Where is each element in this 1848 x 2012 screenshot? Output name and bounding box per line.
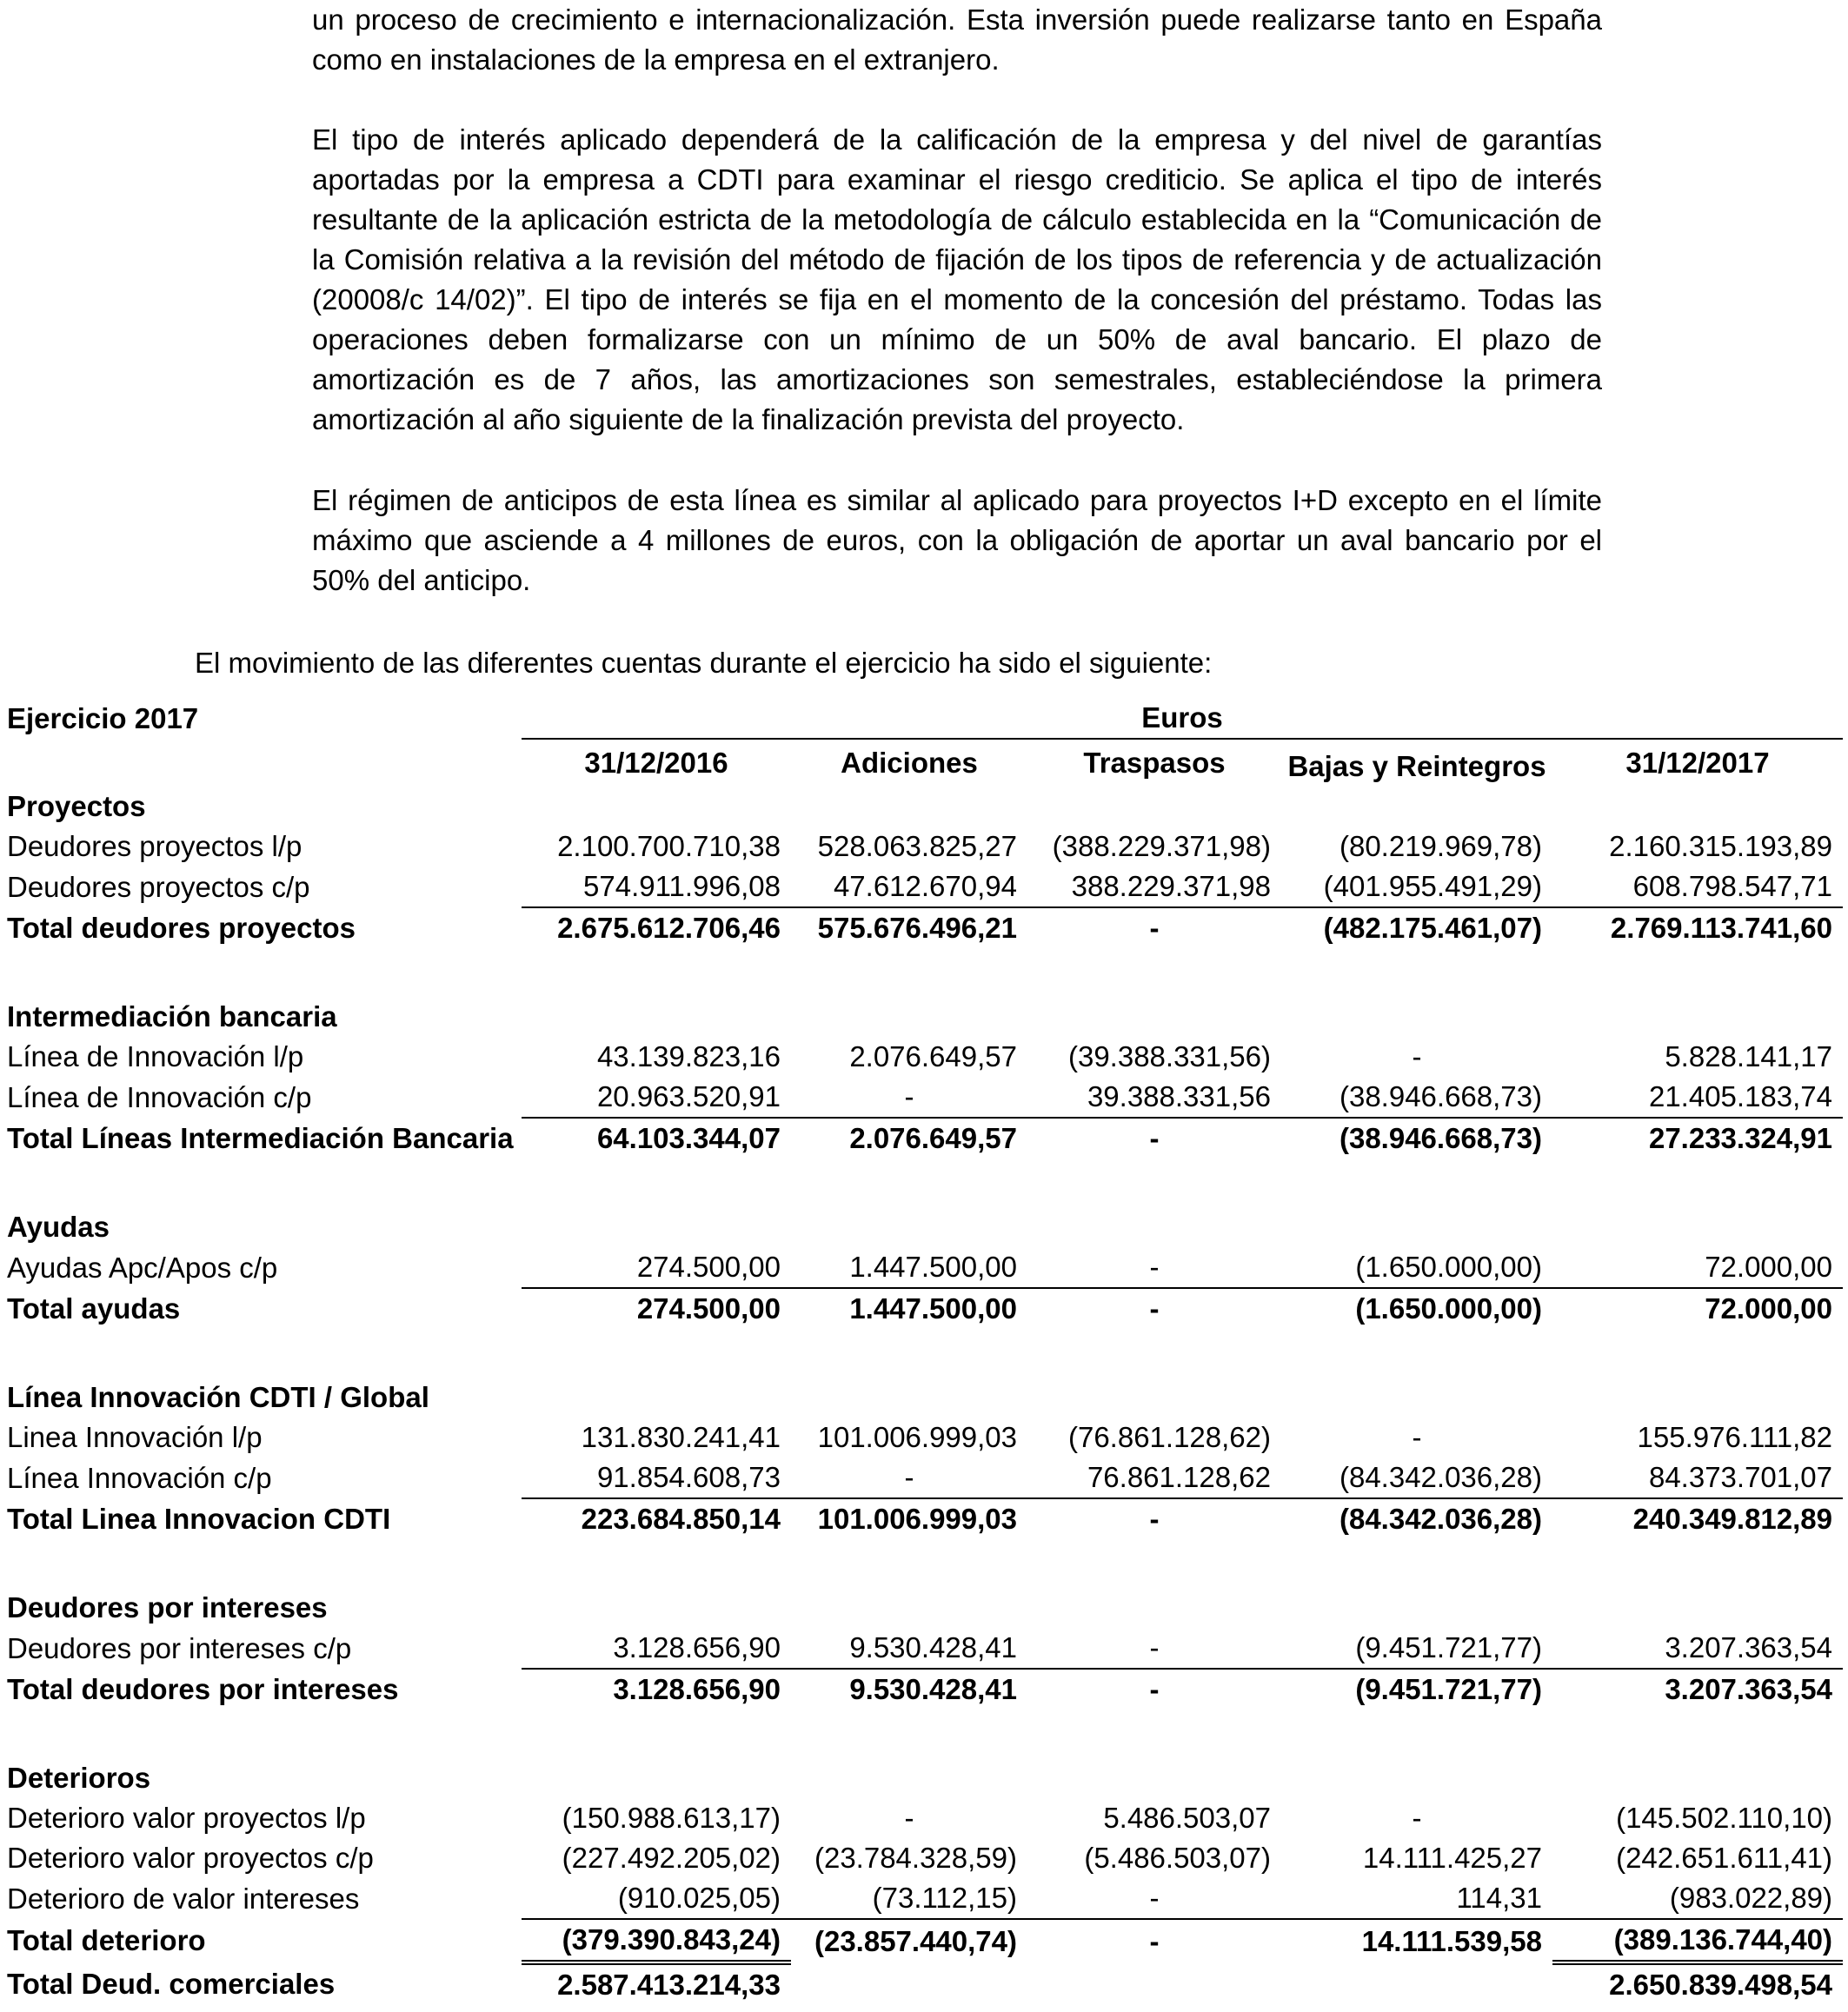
- table-row: [7, 1628, 1843, 1669]
- table-row-value: (84.342.036,28): [1281, 1458, 1552, 1498]
- grand-total-row-value: [1027, 1962, 1281, 2005]
- column-header: Traspasos: [1083, 747, 1226, 779]
- section-title-row: [7, 1588, 1843, 1628]
- table-row-value: 155.976.111,82: [1637, 1421, 1833, 1453]
- section-title: Ayudas: [7, 1211, 110, 1243]
- section-title: Proyectos: [7, 790, 146, 822]
- spacer-row: [7, 1710, 1843, 1758]
- table-row-value: -: [1027, 1628, 1281, 1669]
- table-row-value: (80.219.969,78): [1339, 830, 1542, 862]
- column-header: 31/12/2016: [584, 747, 728, 779]
- table-row-value: (9.451.721,77): [1281, 1628, 1552, 1669]
- table-row-value: 3.207.363,54: [1552, 1628, 1843, 1669]
- total-row-value: 223.684.850,14: [581, 1503, 781, 1535]
- table-row-label: Línea de Innovación c/p: [7, 1080, 312, 1113]
- table-row-value: 608.798.547,71: [1552, 867, 1843, 907]
- total-row-value: 14.111.539,58: [1361, 1924, 1542, 1957]
- column-header: 31/12/2017: [1625, 747, 1770, 779]
- table-row: [7, 1077, 1843, 1118]
- table-row-value: 388.229.371,98: [1027, 867, 1281, 907]
- total-row-value: 1.447.500,00: [849, 1292, 1017, 1325]
- spacer-row: [7, 948, 1843, 997]
- total-row-value: 2.675.612.706,46: [557, 912, 781, 944]
- year-label: Ejercicio 2017: [7, 701, 199, 734]
- table-row-value: -: [791, 1077, 1027, 1118]
- table-row-value: -: [1412, 1802, 1422, 1834]
- table-row-value: 101.006.999,03: [817, 1421, 1017, 1453]
- total-row-value: 9.530.428,41: [849, 1673, 1017, 1705]
- total-row-value: -: [1149, 1924, 1160, 1957]
- table-row: [7, 1878, 1843, 1919]
- table-row-value: 43.139.823,16: [596, 1040, 781, 1072]
- table-row-value: 47.612.670,94: [791, 867, 1027, 907]
- total-row-value: 2.769.113.741,60: [1610, 912, 1833, 944]
- total-row-value: 3.128.656,90: [613, 1673, 781, 1705]
- table-row-value: (23.784.328,59): [814, 1842, 1017, 1874]
- total-row-value: -: [1149, 1673, 1160, 1705]
- total-row-value: 64.103.344,07: [596, 1122, 781, 1154]
- total-row-value: -: [1149, 1503, 1160, 1535]
- table-row-value: (1.650.000,00): [1281, 1247, 1552, 1288]
- table-row: [7, 1247, 1843, 1288]
- total-row-label: Total deterioro: [7, 1924, 206, 1956]
- table-header-row: [7, 698, 1843, 739]
- table-row: [7, 1838, 1843, 1878]
- table-row-label: Linea Innovación l/p: [7, 1421, 263, 1453]
- total-row-value: -: [1149, 1292, 1160, 1325]
- table-row-value: -: [1027, 1247, 1281, 1288]
- total-row-value: (482.175.461,07): [1323, 912, 1542, 944]
- paragraph-anticipos: El régimen de anticipos de esta línea es similar al aplicado para proyectos I+D excepto en el límite máximo que asciende a 4 millones de euros, con la obligación de aportar un aval bancario por el 50% del anticipo.: [312, 484, 1602, 596]
- table-row-value: 14.111.425,27: [1362, 1842, 1542, 1874]
- table-intro-text: El movimiento de las diferentes cuentas durante el ejercicio ha sido el siguiente:: [195, 647, 1213, 679]
- total-row-value: (23.857.440,74): [814, 1924, 1017, 1957]
- section-title-row: [7, 1378, 1843, 1418]
- grand-total-row-value: [791, 1962, 1027, 2005]
- table-row-value: (150.988.613,17): [562, 1802, 781, 1834]
- section-title: Línea Innovación CDTI / Global: [7, 1381, 429, 1413]
- table-row-label: Deudores por intereses c/p: [7, 1631, 352, 1664]
- table-row: [7, 827, 1843, 867]
- table-row-value: (983.022,89): [1552, 1878, 1843, 1919]
- total-row-label: Total Linea Innovacion CDTI: [7, 1502, 391, 1535]
- table-row-value: (388.229.371,98): [1052, 830, 1271, 862]
- total-row: [7, 1288, 1843, 1329]
- table-row-value: 84.373.701,07: [1552, 1458, 1843, 1498]
- total-row-value: 240.349.812,89: [1632, 1503, 1833, 1535]
- column-header-row: [7, 739, 1843, 787]
- paragraph-internacionalizacion: un proceso de crecimiento e internacionalización. Esta inversión puede realizarse tanto en España como en instalaciones de la empresa en el extranjero.: [312, 3, 1602, 76]
- table-row-value: 3.128.656,90: [522, 1628, 791, 1669]
- total-row-value: 72.000,00: [1705, 1292, 1833, 1325]
- table-row-value: 72.000,00: [1552, 1247, 1843, 1288]
- table-row-value: (145.502.110,10): [1616, 1802, 1833, 1834]
- table-row-label: Deterioro de valor intereses: [7, 1882, 360, 1915]
- grand-total-row-label: Total Deud. comerciales: [7, 1967, 336, 2000]
- table-row-value: (5.486.503,07): [1084, 1842, 1271, 1874]
- total-row-value: -: [1149, 912, 1160, 944]
- table-row-value: -: [1412, 1421, 1422, 1453]
- total-row: [7, 907, 1843, 948]
- table-row-value: -: [791, 1458, 1027, 1498]
- table-row-label: Línea Innovación c/p: [7, 1461, 272, 1494]
- total-row-value: (1.650.000,00): [1355, 1292, 1542, 1325]
- table-row-value: (76.861.128,62): [1067, 1421, 1271, 1453]
- table-row-value: -: [1412, 1040, 1422, 1072]
- table-row: [7, 1037, 1843, 1077]
- total-row: [7, 1498, 1843, 1539]
- table-row-label: Ayudas Apc/Apos c/p: [7, 1251, 278, 1284]
- table-row: [7, 1798, 1843, 1838]
- paragraph-tipo-interes: El tipo de interés aplicado dependerá de la calificación de la empresa y del nivel de garantías aportadas por la empresa a CDTI para examinar el riesgo crediticio. Se aplica el tipo de interés resultante de la aplicación estricta de la metodología de cálculo establecida en la “Comunicación de la Comisión relativa a la revisión del método de fijación de los tipos de referencia y de actualización (20008/c 14/02)”. El tipo de interés se fija en el momento de la concesión del préstamo. Todas las operaciones deben formalizarse con un mínimo de un 50% de aval bancario. El plazo de amortización es de 7 años, las amortizaciones son semestrales, estableciéndose la primera amortización al año siguiente de la finalización prevista del proyecto.: [312, 123, 1602, 435]
- total-row-value: -: [1149, 1122, 1160, 1154]
- section-title-row: [7, 1758, 1843, 1798]
- total-row-value: 274.500,00: [636, 1292, 781, 1325]
- section-title-row: [7, 997, 1843, 1037]
- table-row-value: (401.955.491,29): [1281, 867, 1552, 907]
- table-row-value: 2.100.700.710,38: [557, 830, 781, 862]
- total-row-label: Total Líneas Intermediación Bancaria: [7, 1121, 514, 1154]
- table-row-label: Deudores proyectos l/p: [7, 830, 302, 862]
- total-row-value: 2.076.649,57: [849, 1122, 1017, 1154]
- section-title: Deudores por intereses: [7, 1591, 328, 1624]
- section-title: Intermediación bancaria: [7, 1000, 337, 1033]
- total-row-value: (389.136.744,40): [1613, 1923, 1833, 1956]
- total-row-value: (84.342.036,28): [1339, 1503, 1542, 1535]
- column-header: Adiciones: [841, 747, 978, 779]
- total-row-value: 101.006.999,03: [817, 1503, 1017, 1535]
- table-row-value: 5.486.503,07: [1103, 1802, 1271, 1834]
- table-row: [7, 1458, 1843, 1498]
- table-row-value: 528.063.825,27: [817, 830, 1017, 862]
- total-row-value: 3.207.363,54: [1665, 1673, 1833, 1705]
- grand-total-row: [7, 1962, 1843, 2005]
- table-row-label: Deterioro valor proyectos c/p: [7, 1842, 374, 1874]
- table-row-value: 76.861.128,62: [1027, 1458, 1281, 1498]
- total-row-value: (9.451.721,77): [1355, 1673, 1542, 1705]
- total-row-label: Total deudores proyectos: [7, 911, 356, 944]
- table-row-value: 21.405.183,74: [1552, 1077, 1843, 1118]
- spacer-row: [7, 1539, 1843, 1588]
- table-row-value: 39.388.331,56: [1027, 1077, 1281, 1118]
- table-row-value: 9.530.428,41: [791, 1628, 1027, 1669]
- table-row: [7, 867, 1843, 907]
- table-row-label: Deterioro valor proyectos l/p: [7, 1802, 366, 1834]
- table-row-value: (242.651.611,41): [1616, 1842, 1833, 1874]
- table-row-value: 2.076.649,57: [849, 1040, 1017, 1072]
- table-row-value: (910.025,05): [522, 1878, 791, 1919]
- table-row-value: 114,31: [1281, 1878, 1552, 1919]
- table-row-value: 5.828.141,17: [1665, 1040, 1833, 1072]
- table-row-value: (39.388.331,56): [1067, 1040, 1271, 1072]
- table-row: [7, 1418, 1843, 1458]
- total-row-value: 575.676.496,21: [817, 912, 1017, 944]
- total-row: [7, 1669, 1843, 1710]
- table-row-label: Línea de Innovación l/p: [7, 1040, 304, 1072]
- table-row-value: 274.500,00: [522, 1247, 791, 1288]
- table-row-value: -: [1027, 1878, 1281, 1919]
- total-row: [7, 1118, 1843, 1159]
- column-header: Bajas y Reintegros: [1287, 750, 1546, 782]
- table-row-label: Deudores proyectos c/p: [7, 870, 310, 903]
- table-row-value: (227.492.205,02): [562, 1842, 781, 1874]
- table-row-value: 91.854.608,73: [522, 1458, 791, 1498]
- grand-total-row-value: 2.587.413.214,33: [522, 1962, 791, 2005]
- table-row-value: (73.112,15): [791, 1878, 1027, 1919]
- table-row-value: 574.911.996,08: [522, 867, 791, 907]
- section-title: Deterioros: [7, 1762, 151, 1794]
- section-title-row: [7, 1207, 1843, 1247]
- total-row-value: (38.946.668,73): [1339, 1122, 1542, 1154]
- total-row-label: Total ayudas: [7, 1292, 181, 1325]
- table-row-value: (38.946.668,73): [1281, 1077, 1552, 1118]
- movement-table: [7, 698, 1843, 2005]
- spacer-row: [7, 1159, 1843, 1207]
- table-row-value: 1.447.500,00: [791, 1247, 1027, 1288]
- currency-label: Euros: [522, 698, 1843, 739]
- table-row-value: -: [904, 1802, 914, 1834]
- total-row-value: (379.390.843,24): [562, 1923, 781, 1956]
- grand-total-row-value: 2.650.839.498,54: [1552, 1962, 1843, 2005]
- total-row-value: 27.233.324,91: [1648, 1122, 1833, 1154]
- spacer-row: [7, 1329, 1843, 1378]
- table-row-value: 131.830.241,41: [581, 1421, 781, 1453]
- section-title-row: [7, 787, 1843, 827]
- grand-total-row-value: [1281, 1962, 1552, 2005]
- total-row-label: Total deudores por intereses: [7, 1672, 399, 1705]
- table-row-value: 20.963.520,91: [522, 1077, 791, 1118]
- table-row-value: 2.160.315.193,89: [1609, 830, 1833, 862]
- total-row: [7, 1919, 1843, 1962]
